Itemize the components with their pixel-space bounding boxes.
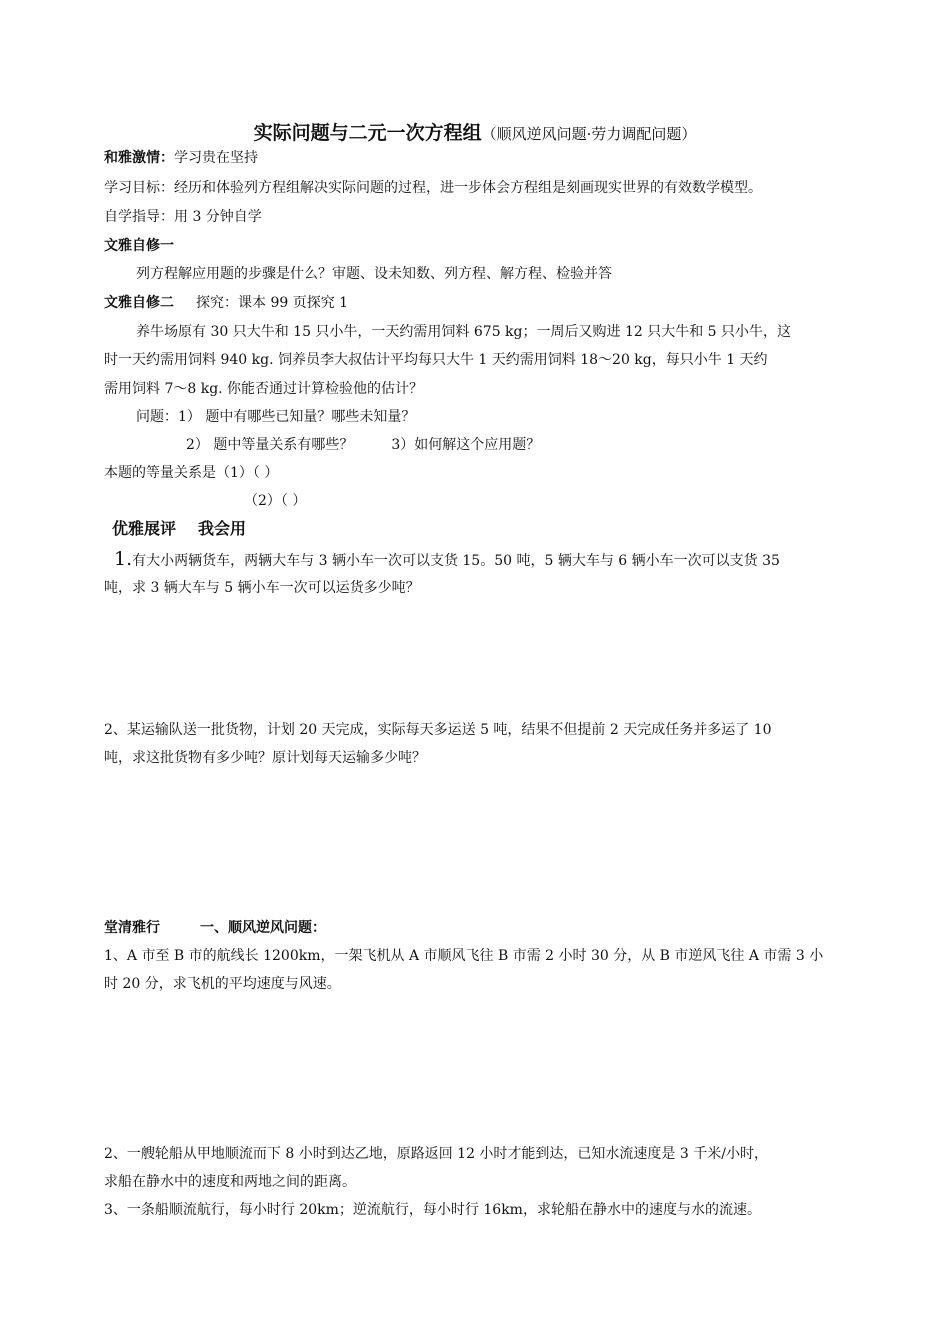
problem-line-2: 时一天约需用饲料 940 kg. 饲养员李大叔估计平均每只大牛 1 天约需用饲料 18～20 kg，每只小牛 1 天约 — [104, 352, 768, 368]
question-3: 3）如何解这个应用题？ — [391, 437, 541, 453]
wind-problem-2-line-2: 求船在静水中的速度和两地之间的距离。 — [104, 1174, 356, 1190]
motto-text: 学习贵在坚持 — [174, 150, 258, 166]
wind-problem-2-line-1: 2、一艘轮船从甲地顺流而下 8 小时到达乙地，原路返回 12 小时才能到达，已知水流速度是 3 千米/小时， — [104, 1146, 768, 1162]
class-section-heading-line — [104, 918, 326, 938]
motto-line — [104, 148, 258, 168]
question-2-line — [186, 435, 540, 455]
relation-1: 本题的等量关系是（1）（ ） — [104, 465, 279, 481]
showcase-heading-a: 优雅展评 — [112, 519, 177, 538]
study1-heading: 文雅自修一 — [104, 238, 174, 254]
showcase-problem-1-line-1 — [114, 549, 780, 571]
problem-1-number: 1. — [114, 548, 133, 570]
study1-text: 列方程解应用题的步骤是什么？审题、设未知数、列方程、解方程、检验并答 — [136, 266, 612, 282]
relation-2: （2）（ ） — [244, 493, 307, 509]
motto-label: 和雅激情： — [104, 150, 174, 166]
class-section-subheading: 一、顺风逆风问题： — [200, 920, 326, 936]
showcase-heading — [112, 519, 246, 539]
showcase-problem-1-line-2: 吨，求 3 辆大车与 5 辆小车一次可以运货多少吨？ — [104, 580, 420, 596]
question-2: 2） 题中等量关系有哪些？ — [186, 437, 354, 453]
problem-1-text: 有大小两辆货车，两辆大车与 3 辆小车一次可以支货 15。50 吨，5 辆大车与 6 辆小车一次可以支货 35 — [132, 553, 780, 569]
study2-line — [104, 293, 348, 313]
showcase-problem-2-line-1: 2、某运输队送一批货物，计划 20 天完成，实际每天多运送 5 吨，结果不但提前 2 天完成任务并多运了 10 — [104, 722, 772, 738]
wind-problem-1-line-1: 1、A 市至 B 市的航线长 1200km，一架飞机从 A 市顺风飞往 B 市需 2 小时 30 分，从 B 市逆风飞往 A 市需 3 小 — [104, 948, 824, 964]
learning-objective: 学习目标：经历和体验列方程组解决实际问题的过程，进一步体会方程组是刻画现实世界的有效数学模型。 — [104, 180, 762, 196]
problem-line-1: 养牛场原有 30 只大牛和 15 只小牛，一天约需用饲料 675 kg；一周后又购进 12 只大牛和 5 只小牛，这 — [136, 324, 792, 340]
title-subtitle: （顺风逆风问题·劳力调配问题） — [481, 125, 697, 143]
showcase-problem-2-line-2: 吨，求这批货物有多少吨？原计划每天运输多少吨？ — [104, 750, 426, 766]
title-main: 实际问题与二元一次方程组 — [253, 122, 482, 144]
study2-reference: 探究：课本 99 页探究 1 — [196, 295, 349, 311]
study2-heading: 文雅自修二 — [104, 295, 174, 311]
showcase-heading-b: 我会用 — [198, 519, 247, 538]
question-1: 问题：1） 题中有哪些已知量？哪些未知量？ — [136, 409, 416, 425]
wind-problem-1-line-2: 时 20 分，求飞机的平均速度与风速。 — [104, 976, 341, 992]
self-study-guide: 自学指导：用 3 分钟自学 — [104, 209, 262, 225]
wind-problem-3: 3、一条船顺流航行，每小时行 20km；逆流航行，每小时行 16km，求轮船在静水中的速度与水的流速。 — [104, 1202, 761, 1218]
page-title — [0, 118, 950, 145]
problem-line-3: 需用饲料 7～8 kg. 你能否通过计算检验他的估计？ — [104, 381, 424, 397]
class-section-heading: 堂清雅行 — [104, 920, 160, 936]
